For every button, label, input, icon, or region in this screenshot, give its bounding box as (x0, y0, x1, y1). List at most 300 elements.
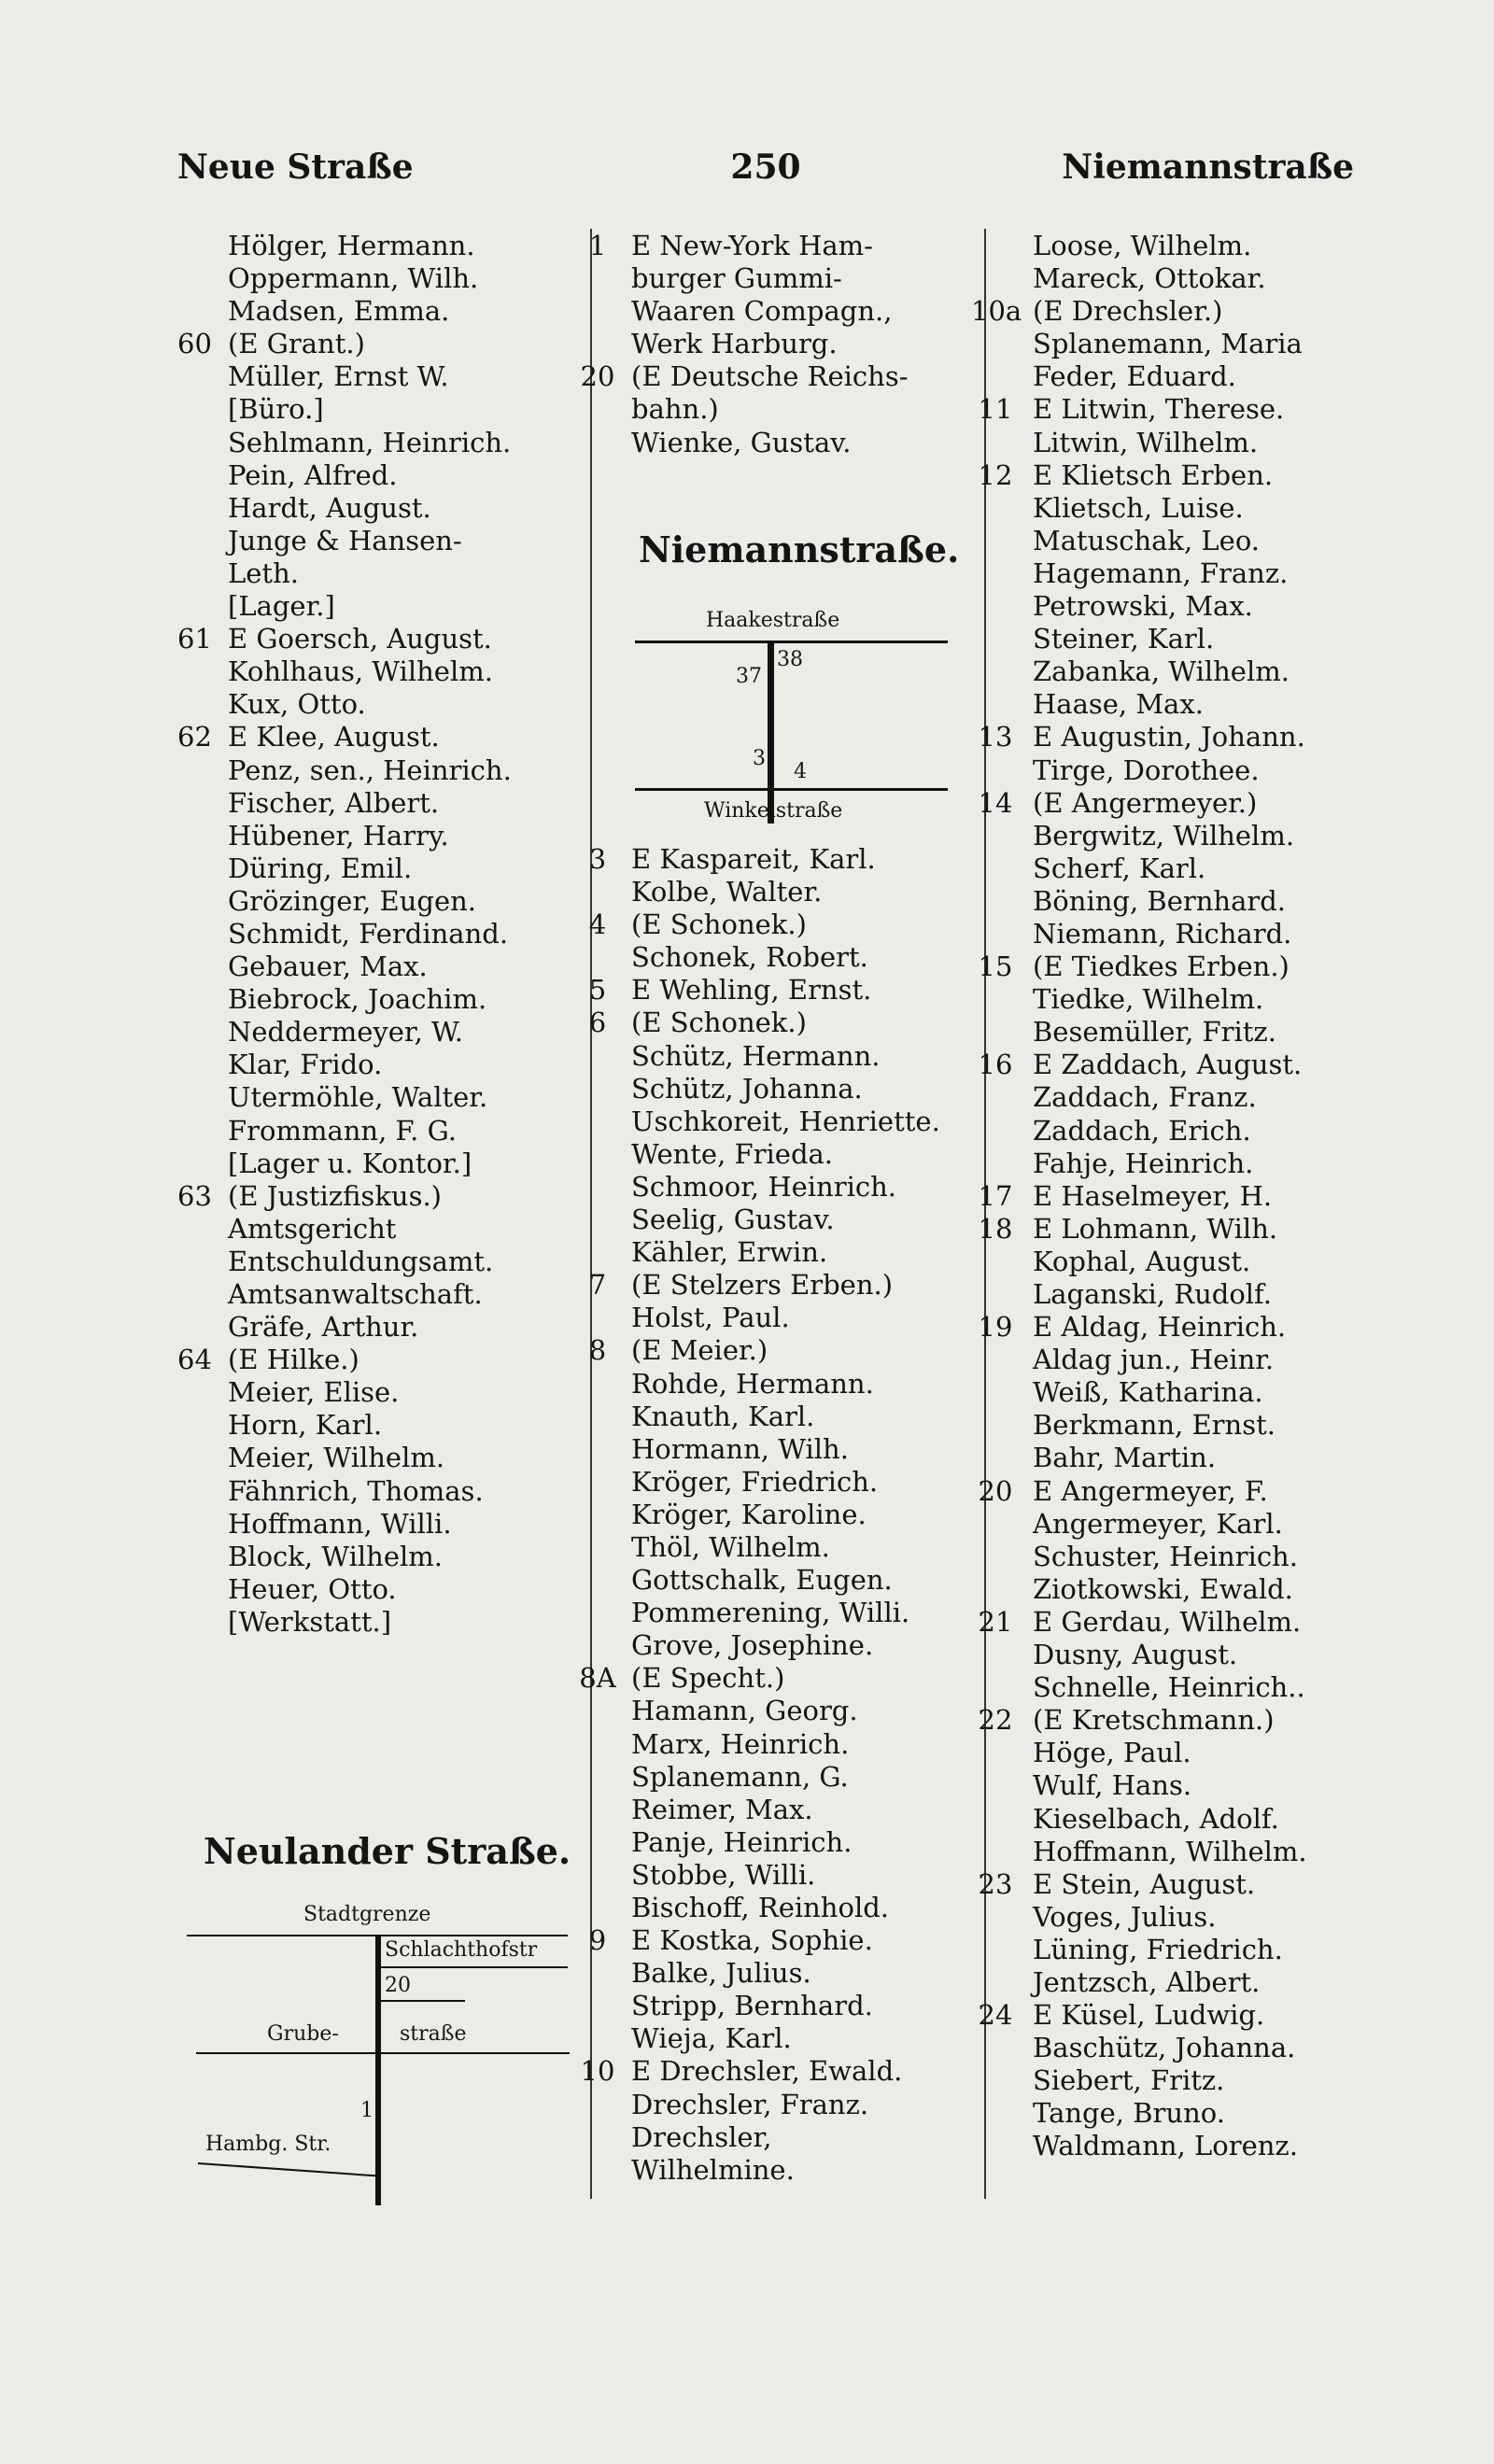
list-item (577, 843, 979, 876)
list-item (177, 1311, 579, 1344)
list-item (971, 1671, 1401, 1704)
entry-text: E Goersch, August. (228, 623, 492, 655)
map-line-20 (381, 2000, 465, 2002)
map-label-winkelstrasse: Winkelstraße (704, 799, 843, 823)
entry-text: (E Angermeyer.) (1033, 786, 1258, 819)
house-number: 17 (978, 1179, 1013, 1212)
house-number: 13 (978, 721, 1013, 753)
entry-text: Tirge, Dorothee. (1033, 753, 1260, 786)
entry-text: Kröger, Friedrich. (631, 1465, 879, 1498)
list-item (577, 2089, 979, 2121)
list-item (577, 1564, 979, 1597)
entry-text: Hübener, Harry. (228, 819, 449, 852)
list-item (971, 262, 1401, 295)
column-2-top (577, 230, 979, 459)
entry-text: Gebauer, Max. (228, 950, 428, 983)
entry-text: bahn.) (631, 393, 719, 426)
list-item (971, 1442, 1401, 1474)
house-number: 21 (978, 1605, 1013, 1638)
entry-text: Petrowski, Max. (1033, 590, 1253, 623)
entry-text: Steiner, Karl. (1033, 623, 1215, 655)
list-item (971, 525, 1401, 557)
list-item (577, 1334, 979, 1367)
list-item (577, 360, 979, 393)
entry-text: Schmoor, Heinrich. (631, 1170, 896, 1203)
entry-text: E Drechsler, Ewald. (631, 2055, 903, 2088)
list-item (577, 1924, 979, 1957)
section-title-neulander: Neulander Straße. (204, 1830, 571, 1872)
list-item (971, 1148, 1401, 1180)
entry-text: Siebert, Fritz. (1033, 2064, 1225, 2097)
house-number: 64 (177, 1344, 212, 1376)
map-line-schlachthof (381, 1966, 568, 1968)
list-item (177, 623, 579, 655)
list-item (577, 1401, 979, 1433)
list-item (177, 820, 579, 852)
entry-text: Tange, Bruno. (1033, 2097, 1225, 2130)
entry-text: Mareck, Ottokar. (1033, 262, 1266, 295)
entry-text: Entschuldungsamt. (228, 1245, 494, 1277)
list-item (177, 1475, 579, 1508)
list-item (971, 1737, 1401, 1769)
list-item (577, 393, 979, 426)
entry-text: Hormann, Wilh. (631, 1432, 849, 1465)
map-label-schlachthofstr: Schlachthofstr (385, 1938, 538, 1962)
house-number: 10a (971, 295, 1022, 328)
list-item (577, 1629, 979, 1662)
list-item (177, 427, 579, 459)
entry-text: E Kaspareit, Karl. (631, 843, 876, 875)
list-item (177, 1541, 579, 1573)
entry-text: Haase, Max. (1033, 688, 1204, 721)
entry-text: Kieselbach, Adolf. (1033, 1802, 1279, 1835)
list-item (177, 1508, 579, 1541)
list-item (577, 1138, 979, 1171)
house-number: 23 (978, 1867, 1013, 1900)
list-item (577, 1761, 979, 1794)
entry-text: Pommerening, Willi. (631, 1597, 910, 1629)
list-item (971, 295, 1401, 328)
list-item (577, 427, 979, 459)
list-item (971, 1606, 1401, 1639)
entry-text: Berkmann, Ernst. (1033, 1409, 1276, 1442)
list-item (177, 525, 579, 557)
house-number: 14 (978, 786, 1013, 819)
column-1 (177, 230, 579, 1639)
list-item (177, 1148, 579, 1180)
list-item (577, 974, 979, 1007)
list-item (577, 1269, 979, 1302)
entry-text: Uschkoreit, Henriette. (631, 1105, 940, 1137)
running-head-left: Neue Straße (177, 148, 414, 187)
entry-text: Wieja, Karl. (631, 2022, 792, 2055)
entry-text: Jentzsch, Albert. (1033, 1965, 1261, 1998)
entry-text: Matuschak, Leo. (1033, 524, 1261, 556)
map-label-grube: Grube- (267, 2022, 339, 2046)
list-item (177, 1213, 579, 1246)
list-item (971, 1115, 1401, 1148)
list-item (971, 1475, 1401, 1508)
entry-text: Waldmann, Lorenz. (1033, 2130, 1298, 2162)
entry-text: Angermeyer, Karl. (1033, 1507, 1283, 1540)
list-item (971, 1704, 1401, 1737)
list-item (177, 459, 579, 492)
map-label-hambg-str: Hambg. Str. (205, 2133, 331, 2156)
house-number: 22 (978, 1704, 1013, 1737)
entry-text: burger Gummi- (631, 262, 842, 295)
map-line-vertical (375, 1935, 381, 2205)
list-item (177, 655, 579, 688)
list-item (971, 2130, 1401, 2162)
entry-text: Sehlmann, Heinrich. (228, 426, 512, 458)
entry-text: Kähler, Erwin. (631, 1236, 828, 1269)
entry-text: Marx, Heinrich. (631, 1727, 850, 1760)
list-item (577, 295, 979, 328)
entry-text: (E Specht.) (631, 1662, 785, 1695)
entry-text: Zaddach, Erich. (1033, 1114, 1251, 1147)
list-item (577, 2022, 979, 2055)
map-label-1: 1 (360, 2099, 374, 2122)
list-item (577, 230, 979, 262)
entry-text: Meier, Wilhelm. (228, 1442, 445, 1474)
entry-text: E Gerdau, Wilhelm. (1033, 1605, 1302, 1638)
list-item (971, 1246, 1401, 1278)
map-label-38: 38 (777, 648, 803, 671)
list-item (577, 1368, 979, 1401)
list-item (577, 1007, 979, 1039)
column-2 (577, 843, 979, 2187)
list-item (971, 492, 1401, 525)
entry-text: Düring, Emil. (228, 852, 413, 884)
house-number: 3 (588, 843, 607, 875)
street-map-niemann (626, 607, 962, 840)
entry-text: Voges, Julius. (1033, 1900, 1217, 1933)
entry-text: Neddermeyer, W. (228, 1016, 463, 1049)
list-item (177, 1246, 579, 1278)
entry-text: Junge & Hansen- (228, 524, 462, 556)
list-item (177, 557, 579, 590)
entry-text: Seelig, Gustav. (631, 1204, 835, 1236)
entry-text: (E Schonek.) (631, 908, 807, 941)
entry-text: Klar, Frido. (228, 1049, 383, 1081)
list-item (177, 1442, 579, 1474)
list-item (577, 1826, 979, 1859)
entry-text: Bischoff, Reinhold. (631, 1892, 889, 1923)
list-item (577, 1073, 979, 1105)
list-item (971, 1901, 1401, 1934)
list-item (177, 262, 579, 295)
entry-text: E Kostka, Sophie. (631, 1924, 873, 1957)
list-item (971, 1999, 1401, 2032)
entry-text: Gottschalk, Eugen. (631, 1564, 893, 1597)
list-item (177, 360, 579, 393)
house-number: 62 (177, 721, 212, 753)
entry-text: Müller, Ernst W. (228, 360, 449, 393)
list-item (577, 328, 979, 360)
list-item (577, 1990, 979, 2022)
list-item (971, 721, 1401, 753)
entry-text: Aldag jun., Heinr. (1033, 1344, 1275, 1376)
entry-text: Splanemann, Maria (1033, 328, 1303, 360)
entry-text: Höge, Paul. (1033, 1737, 1191, 1769)
entry-text: Schütz, Hermann. (631, 1039, 881, 1072)
entry-text: Panje, Heinrich. (631, 1825, 853, 1858)
entry-text: (E Drechsler.) (1033, 295, 1223, 328)
list-item (971, 328, 1401, 360)
list-item (971, 2064, 1401, 2097)
list-item (971, 230, 1401, 262)
list-item (971, 393, 1401, 426)
list-item (177, 688, 579, 721)
list-item (971, 1966, 1401, 1999)
entry-text: Fischer, Albert. (228, 786, 440, 819)
entry-text: Thöl, Wilhelm. (631, 1530, 830, 1563)
entry-text: E Aldag, Heinrich. (1033, 1311, 1287, 1344)
entry-text: Wilhelmine. (631, 2153, 795, 2186)
entry-text: Grözinger, Eugen. (228, 884, 477, 917)
entry-text: (E Deutsche Reichs- (631, 360, 909, 393)
list-item (971, 820, 1401, 852)
list-item (577, 1662, 979, 1695)
list-item (971, 557, 1401, 590)
entry-text: Lüning, Friedrich. (1033, 1933, 1283, 1965)
entry-text: E Wehling, Ernst. (631, 974, 872, 1007)
list-item (577, 1105, 979, 1138)
page-header (0, 148, 1494, 194)
entry-text: Ziotkowski, Ewald. (1033, 1572, 1293, 1605)
house-number: 8 (588, 1334, 607, 1367)
list-item (577, 1695, 979, 1727)
entry-text: Fähnrich, Thomas. (228, 1474, 484, 1507)
map-label-4: 4 (794, 760, 807, 783)
list-item (177, 1409, 579, 1442)
list-item (177, 1115, 579, 1148)
list-item (577, 1531, 979, 1564)
list-item (577, 1859, 979, 1892)
house-number: 9 (588, 1924, 607, 1957)
list-item (971, 1868, 1401, 1901)
entry-text: Splanemann, G. (631, 1760, 849, 1793)
running-head-right: Niemannstraße (1062, 148, 1354, 187)
entry-text: E Lohmann, Wilh. (1033, 1212, 1278, 1245)
entry-text: Weiß, Katharina. (1033, 1376, 1263, 1409)
list-item (971, 1311, 1401, 1344)
entry-text: Feder, Eduard. (1033, 360, 1236, 393)
entry-text: Hagemann, Franz. (1033, 556, 1289, 589)
entry-text: (E Hilke.) (228, 1344, 359, 1376)
list-item (971, 2097, 1401, 2130)
list-item (577, 1597, 979, 1629)
list-item (971, 1769, 1401, 1802)
entry-text: Pein, Alfred. (228, 458, 398, 491)
entry-text: Penz, sen., Heinrich. (228, 753, 512, 786)
list-item (971, 754, 1401, 787)
entry-text: Meier, Elise. (228, 1376, 400, 1409)
list-item (177, 1049, 579, 1081)
entry-text: Schütz, Johanna. (631, 1072, 863, 1105)
entry-text: Holst, Paul. (631, 1302, 790, 1334)
list-item (971, 1016, 1401, 1049)
entry-text: Schuster, Heinrich. (1033, 1540, 1298, 1572)
list-item (971, 1573, 1401, 1606)
list-item (577, 941, 979, 974)
list-item (971, 787, 1401, 820)
list-item (971, 1376, 1401, 1409)
entry-text: Kolbe, Walter. (631, 876, 823, 908)
house-number: 5 (588, 974, 607, 1007)
entry-text: (E Stelzers Erben.) (631, 1269, 894, 1302)
list-item (177, 983, 579, 1016)
entry-text: E Angermeyer, F. (1033, 1474, 1268, 1507)
entry-text: Wulf, Hans. (1033, 1769, 1192, 1802)
entry-text: (E Kretschmann.) (1033, 1704, 1275, 1737)
entry-text: Madsen, Emma. (228, 295, 450, 328)
list-item (577, 1204, 979, 1236)
entry-text: Scherf, Karl. (1033, 852, 1206, 884)
entry-text: Stripp, Bernhard. (631, 1990, 873, 2022)
house-number: 11 (978, 393, 1013, 426)
list-item (577, 1040, 979, 1073)
entry-text: Amtsgericht (228, 1212, 397, 1245)
entry-text: Hardt, August. (228, 491, 431, 524)
entry-text: Bergwitz, Wilhelm. (1033, 819, 1295, 852)
list-item (177, 754, 579, 787)
entry-text: E Augustin, Johann. (1033, 721, 1305, 753)
map-label-37: 37 (736, 665, 762, 688)
entry-text: Rohde, Hermann. (631, 1367, 874, 1400)
map-label-haakestrasse: Haakestraße (706, 609, 840, 632)
entry-text: [Werkstatt.] (228, 1605, 392, 1638)
map-label-strasse: straße (400, 2022, 467, 2046)
entry-text: Grove, Josephine. (631, 1629, 874, 1662)
list-item (577, 876, 979, 908)
entry-text: Wente, Frieda. (631, 1137, 834, 1170)
entry-text: Gräfe, Arthur. (228, 1311, 419, 1344)
entry-text: Hölger, Hermann. (228, 230, 475, 261)
list-item (971, 688, 1401, 721)
list-item (971, 852, 1401, 885)
entry-text: Zabanka, Wilhelm. (1033, 655, 1290, 688)
entry-text: Kohlhaus, Wilhelm. (228, 655, 493, 688)
entry-text: E Stein, August. (1033, 1867, 1256, 1900)
entry-text: Reimer, Max. (631, 1793, 813, 1825)
list-item (577, 1892, 979, 1924)
entry-text: Heuer, Otto. (228, 1572, 397, 1605)
entry-text: Besemüller, Fritz. (1033, 1016, 1276, 1049)
list-item (971, 590, 1401, 623)
list-item (177, 918, 579, 950)
list-item (971, 655, 1401, 688)
list-item (971, 1803, 1401, 1836)
list-item (577, 1466, 979, 1499)
list-item (177, 1606, 579, 1639)
list-item (971, 623, 1401, 655)
entry-text: Schmidt, Ferdinand. (228, 917, 509, 950)
entry-text: Utermöhle, Walter. (228, 1081, 488, 1114)
house-number: 16 (978, 1049, 1013, 1081)
list-item (177, 1573, 579, 1606)
house-number: 6 (588, 1007, 607, 1039)
entry-text: Schnelle, Heinrich.. (1033, 1671, 1305, 1704)
house-number: 15 (978, 950, 1013, 983)
map-line-niemann-vertical (768, 641, 774, 824)
entry-text: Hamann, Georg. (631, 1695, 858, 1727)
list-item (971, 950, 1401, 983)
list-item (971, 1409, 1401, 1442)
entry-text: Drechsler, (631, 2120, 772, 2153)
list-item (577, 1957, 979, 1990)
list-item (577, 262, 979, 295)
list-item (577, 1236, 979, 1269)
entry-text: Klietsch, Luise. (1033, 491, 1244, 524)
list-item (577, 1728, 979, 1761)
entry-text: Niemann, Richard. (1033, 917, 1292, 950)
list-item (577, 2154, 979, 2187)
list-item (577, 1302, 979, 1334)
list-item (971, 918, 1401, 950)
list-item (177, 393, 579, 426)
entry-text: (E Meier.) (631, 1334, 768, 1367)
list-item (577, 2055, 979, 2088)
entry-text: [Lager.] (228, 590, 335, 623)
entry-text: Wienke, Gustav. (631, 426, 852, 458)
list-item (177, 1180, 579, 1213)
list-item (971, 360, 1401, 393)
map-line-grube (196, 2052, 570, 2054)
house-number: 10 (580, 2055, 615, 2088)
house-number: 63 (177, 1179, 212, 1212)
list-item (971, 983, 1401, 1016)
list-item (177, 1376, 579, 1409)
list-item (177, 852, 579, 885)
entry-text: (E Tiedkes Erben.) (1033, 950, 1290, 983)
list-item (177, 1081, 579, 1114)
list-item (971, 1508, 1401, 1541)
entry-text: Zaddach, Franz. (1033, 1081, 1257, 1114)
house-number: 20 (978, 1474, 1013, 1507)
entry-text: Balke, Julius. (631, 1957, 811, 1990)
entry-text: Kröger, Karoline. (631, 1498, 867, 1530)
entry-text: Amtsanwaltschaft. (228, 1278, 483, 1310)
list-item (177, 492, 579, 525)
list-item (577, 1171, 979, 1204)
list-item (971, 1180, 1401, 1213)
entry-text: Biebrock, Joachim. (228, 983, 487, 1016)
map-line-haake (635, 641, 948, 643)
entry-text: Kophal, August. (1033, 1245, 1251, 1277)
list-item (177, 721, 579, 753)
house-number: 61 (177, 623, 212, 655)
list-item (971, 1836, 1401, 1868)
house-number: 7 (588, 1269, 607, 1302)
entry-text: Schonek, Robert. (631, 941, 868, 974)
entry-text: E Zaddach, August. (1033, 1049, 1303, 1081)
list-item (177, 950, 579, 983)
list-item (177, 1016, 579, 1049)
entry-text: E Klietsch Erben. (1033, 458, 1274, 491)
house-number: 8A (579, 1662, 616, 1695)
map-line-hambg (198, 2162, 377, 2176)
entry-text: Böning, Bernhard. (1033, 884, 1287, 917)
list-item (177, 295, 579, 328)
entry-text: E Klee, August. (228, 721, 440, 753)
entry-text: Drechsler, Franz. (631, 2088, 869, 2120)
map-line-winkel (635, 788, 948, 791)
list-item (177, 885, 579, 918)
entry-text: Oppermann, Wilh. (228, 262, 479, 295)
section-title-niemann: Niemannstraße. (639, 528, 960, 570)
list-item (971, 1541, 1401, 1573)
